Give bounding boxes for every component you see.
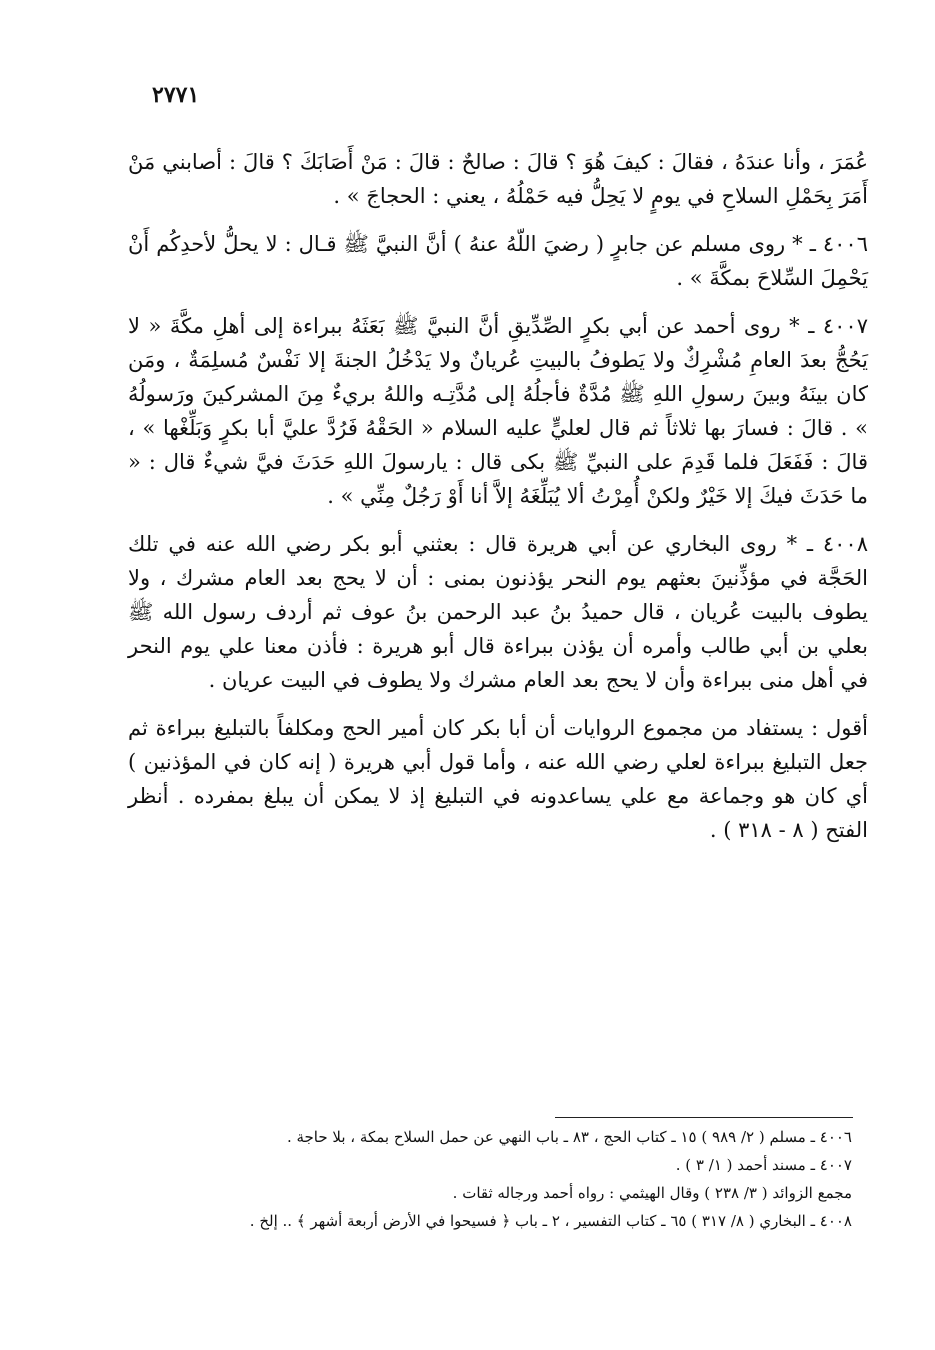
hadith-4008: ٤٠٠٨ ـ * روى البخاري عن أبي هريرة قال : بعثني أبو بكر رضي الله عنه في تلك الحَجَّة في مؤذِّنينَ بعثهم يوم النحر يؤذنون بمنى : أن لا يحج بعد العام مشرك ، ولا يطوف بالبيت عُريان ، قال حميدُ بنُ عبد الرحمن بنُ عوف ثم أردف رسول الله ﷺ بعلي بن أبي طالب وأمره أن يؤذن ببراءة قال أبو هريرة : فأذن معنا علي يوم النحر في أهل منى ببراءة وأن لا يحج بعد العام مشرك ولا يطوف في البيت عريان . bbox=[128, 532, 868, 692]
paragraph-continuation: عُمَرَ ، وأنا عندَهُ ، فقالَ : كيفَ هُوَ ؟ قالَ : صالحٌ : قالَ : مَنْ أَصَابَكَ ؟ قالَ : أصابني مَنْ أَمَرَ بِحَمْلِ السلاحِ في يومٍ لا يَحِلُّ فيه حَمْلُهُ ، يعني : الحجاجَ » . bbox=[128, 150, 868, 208]
footnotes bbox=[180, 1123, 852, 1235]
footnote-4007-majma: مجمع الزوائد ( ٣/ ٢٣٨ ) وقال الهيثمي : رواه أحمد ورجاله ثقات . bbox=[452, 1184, 852, 1202]
author-commentary: أقول : يستفاد من مجموع الروايات أن أبا بكر كان أمير الحج ومكلفاً بالتبليغ ببراءة ثم جعل التبليغ ببراءة لعلي رضي الله عنه ، وأما قول أبي هريرة ( إنه كان في المؤذنين ) أي كان هو وجماعة مع علي يساعدونه في التبليغ إذ لا يمكن أن يبلغ بمفرده . أنظر الفتح ( ٨ - ٣١٨ ) . bbox=[128, 716, 868, 842]
footnote-divider bbox=[555, 1117, 853, 1118]
footnote-4006: ٤٠٠٦ ـ مسلم ( ٢/ ٩٨٩ ) ١٥ ـ كتاب الحج ، ٨٣ ـ باب النهي عن حمل السلاح بمكة ، بلا حاجة . bbox=[286, 1128, 852, 1146]
footnote-4008: ٤٠٠٨ ـ البخاري ( ٨/ ٣١٧ ) ٦٥ ـ كتاب التفسير ، ٢ ـ باب ﴿ فسيحوا في الأرض أربعة أشهر ﴾ .. إلخ . bbox=[249, 1212, 852, 1230]
page-number: ٢٧٧١ bbox=[152, 82, 200, 108]
hadith-4006: ٤٠٠٦ ـ * روى مسلم عن جابرٍ ( رضيَ اللّهُ عنهُ ) أنَّ النبيَّ ﷺ قـال : لا يحلُّ لأحدِكُم أَنْ يَحْمِلَ السِّلاحَ بمكَّةَ » . bbox=[128, 232, 868, 290]
main-text bbox=[128, 145, 868, 861]
hadith-4007: ٤٠٠٧ ـ * روى أحمد عن أبي بكرٍ الصِّدِّيقِ أنَّ النبيَّ ﷺ بَعَثَهُ ببراءة إلى أهلِ مكَّةَ « لا يَحُجُّ بعدَ العامِ مُشْرِكٌ ولا يَطوفُ بالبيتِ عُريانٌ ولا يَدْخُلُ الجنةَ إلا نَفْسٌ مُسلِمَةٌ ، ومَن كان بينَهُ وبينَ رسولِ اللهِ ﷺ مُدَّةٌ فأجلُهُ إلى مُدَّتِـه واللهُ بريءٌ مِنَ المشركينَ ورَسولُهُ » . قالَ : فسارَ بها ثلاثاً ثم قال لعليٍّ عليه السلام « الحَقْهُ فَرُدَّ عليَّ أبا بكرٍ وَبَلِّغْها » ، قالَ : فَفَعَلَ فلما قَدِمَ على النبيِّ ﷺ بكى قال : يارسولَ اللهِ حَدَثَ فيَّ شيءٌ قال : « ما حَدَثَ فيكَ إلا خَيْرٌ ولكنْ أُمِرْتُ ألا يُبَلِّغَهُ إلاَّ أنا أَوْ رَجُلٌ مِنِّي » . bbox=[128, 314, 868, 508]
footnote-4007: ٤٠٠٧ ـ مسند أحمد ( ١/ ٣ ) . bbox=[675, 1156, 852, 1174]
